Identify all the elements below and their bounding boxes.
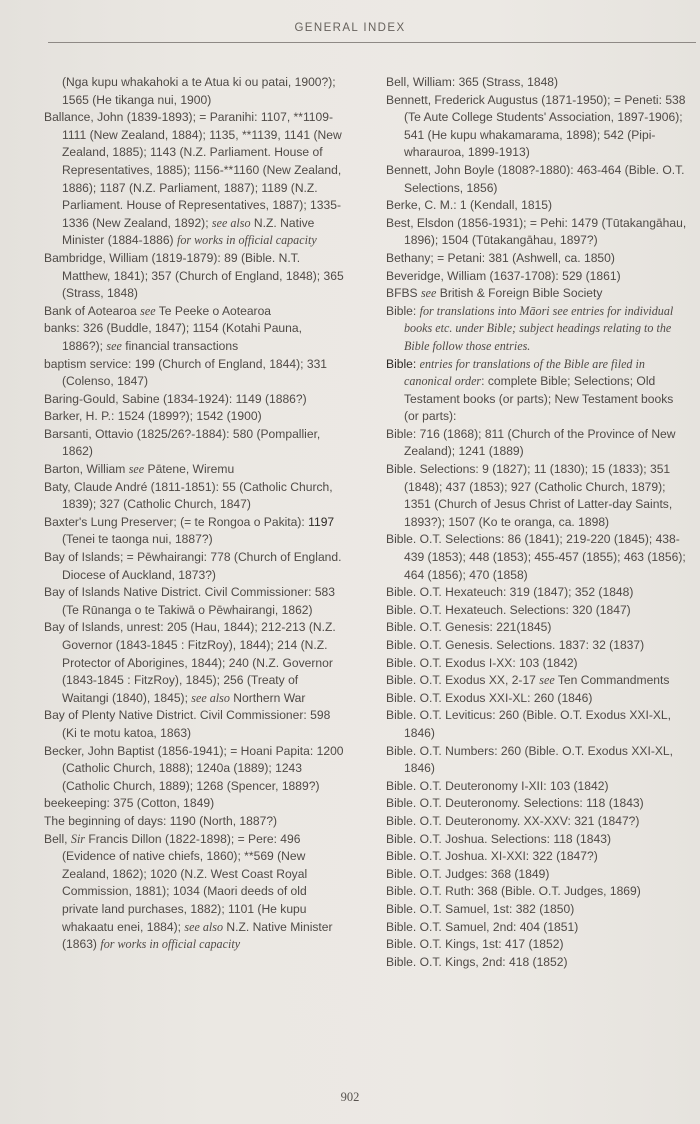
- entry-text: Barsanti, Ottavio (1825/26?-1884): 580 (Pompallier, 1862): [44, 426, 321, 459]
- entry-text: Bay of Plenty Native District. Civil Commissioner: 598 (Ki te motu katoa, 1863): [44, 708, 331, 740]
- entry-text: Bible. O.T. Numbers: 260 (Bible. O.T. Exodus XXI-XL, 1846): [386, 743, 674, 776]
- entry-text: Te Peeke o Aotearoa: [155, 303, 272, 318]
- index-entry: [386, 954, 691, 972]
- index-entry: [386, 936, 691, 954]
- index-entry: [44, 795, 344, 813]
- index-entry: [44, 391, 344, 409]
- entry-text: Pātene, Wiremu: [144, 462, 235, 477]
- entry-text: Bay of Islands, unrest: 205 (Hau, 1844); 212-213 (N.Z. Governor (1843-1845 : FitzRoy), 1844); 214 (N.Z. Protector of Aborigines, 1844); 240 (N.Z. Governor (1843-1845 : FitzRoy), 1845); 256 (Treaty of Waitangi (1840), 1845);: [44, 620, 336, 705]
- index-entry: [44, 549, 344, 584]
- entry-text: Bay of Islands Native District. Civil Commissioner: 583 (Te Rūnanga o te Takiwā o Pēwhairangi, 1862): [44, 585, 336, 617]
- entry-text: Bible. O.T. Joshua. XI-XXI: 322 (1847?): [386, 849, 598, 864]
- index-entry: [44, 320, 344, 355]
- entry-text: Bible. O.T. Judges: 368 (1849): [386, 866, 550, 881]
- index-entry: [386, 619, 691, 637]
- entry-text: Baring-Gould, Sabine (1834-1924): 1149 (1886?): [44, 391, 307, 406]
- entry-text: Ten Commandments: [554, 673, 670, 688]
- entry-text: Bible. O.T. Leviticus: 260 (Bible. O.T. Exodus XXI-XL, 1846): [386, 708, 671, 740]
- index-entry: [386, 602, 691, 620]
- entry-text: Bible:: [386, 303, 420, 318]
- entry-text: Beveridge, William (1637-1708): 529 (1861): [386, 268, 621, 283]
- index-entry: [44, 813, 344, 831]
- index-entry: [386, 461, 691, 531]
- index-entry: [386, 795, 691, 813]
- index-entry: [44, 584, 344, 619]
- entry-text: Bell, William: 365 (Strass, 1848): [386, 75, 559, 89]
- entry-text: Bible: 716 (1868); 811 (Church of the Province of New Zealand); 1241 (1889): [386, 426, 676, 459]
- index-entry: [386, 883, 691, 901]
- entry-text: Bible. O.T. Deuteronomy I-XII: 103 (1842): [386, 778, 609, 793]
- entry-text: Bible. O.T. Genesis: 221(1845): [386, 620, 552, 635]
- entry-italic-text: see: [539, 673, 555, 688]
- index-entry: [386, 74, 691, 92]
- entry-text: Bethany; = Petani: 381 (Ashwell, ca. 1850): [386, 250, 615, 265]
- entry-text: Bible. O.T. Hexateuch: 319 (1847); 352 (1848): [386, 585, 634, 600]
- entry-text: Baxter's Lung Preserver; (= te Rongoa o Pakita):: [44, 514, 309, 529]
- index-entry: [44, 479, 344, 514]
- page-number: 902: [340, 1090, 360, 1104]
- index-entry: [44, 109, 344, 250]
- entry-text: beekeeping: 375 (Cotton, 1849): [44, 796, 215, 811]
- entry-text: Ballance, John (1839-1893); = Paranihi: 1107, **1109-1111 (New Zealand, 1884); 1135, **1139, 1141 (New Zealand, 1885); 1143 (N.Z. Parliament. House of Representatives, 1885); 1156-**1160 (New Zealand, 1886); 1187 (N.Z. Parliament, 1887); 1189 (N.Z. Parliament. House of Representatives, 1887); 1335-1336 (New Zealand, 1892);: [44, 110, 342, 230]
- index-entry: [44, 831, 344, 954]
- entry-text: British & Foreign Bible Society: [436, 286, 603, 301]
- index-entry: [386, 268, 691, 286]
- entry-text: Bible. O.T. Exodus XXI-XL: 260 (1846): [386, 690, 593, 705]
- index-entry: [44, 514, 344, 549]
- index-entry: [386, 813, 691, 831]
- index-entry: [386, 672, 691, 690]
- entry-text: Bible. O.T. Ruth: 368 (Bible. O.T. Judges, 1869): [386, 884, 641, 899]
- entry-text: Bay of Islands; = Pēwhairangi: 778 (Church of England. Diocese of Auckland, 1873?): [44, 550, 342, 582]
- entry-text: Bible. O.T. Selections: 86 (1841); 219-220 (1845); 438-439 (1853); 448 (1853); 455-457 (1855); 463 (1856); 464 (1856); 470 (1858): [386, 532, 686, 582]
- index-entry: [44, 356, 344, 391]
- running-header: GENERAL INDEX: [294, 22, 406, 34]
- index-entry: [386, 743, 691, 778]
- index-entry: [386, 584, 691, 602]
- entry-italic-text: Sir: [70, 831, 86, 846]
- entry-italic-text: see also: [184, 919, 224, 934]
- entry-text: Bible. Selections: 9 (1827); 11 (1830); 15 (1833); 351 (1848); 437 (1853); 927 (Catholic Church, 1879); 1351 (Church of Jesus Christ of Latter-day Saints, 1893?); 1507 (Ko te oranga, ca. 1898): [386, 462, 673, 529]
- entry-text: Barker, H. P.: 1524 (1899?); 1542 (1900): [44, 409, 262, 424]
- index-entry: [386, 303, 691, 356]
- entry-text: Bible. O.T. Exodus I-XX: 103 (1842): [386, 655, 578, 670]
- index-entry: [386, 162, 691, 197]
- entry-text: baptism service: 199 (Church of England, 1844); 331 (Colenso, 1847): [44, 356, 328, 389]
- index-entry: [386, 215, 691, 250]
- entry-text: Bible. O.T. Deuteronomy. XX-XXV: 321 (1847?): [386, 813, 640, 828]
- entry-text: Bible. O.T. Deuteronomy. Selections: 118 (1843): [386, 796, 644, 811]
- entry-text: Francis Dillon (1822-1898); = Pere: 496 (Evidence of native chiefs, 1860); **569 (New Zealand, 1862); 1020 (N.Z. West Coast Royal Commission, 1881); 1034 (Maori deeds of old private land purchases, 1882); 1101 (He kupu whakaatu enei, 1884);: [62, 831, 308, 934]
- entry-text: Bambridge, William (1819-1879): 89 (Bible. N.T. Matthew, 1841); 357 (Church of England, 1848); 365 (Strass, 1848): [44, 250, 344, 301]
- index-entry: [44, 461, 344, 479]
- entry-text: Berke, C. M.: 1 (Kendall, 1815): [386, 198, 553, 213]
- entry-text: Becker, John Baptist (1856-1941); = Hoani Papita: 1200 (Catholic Church, 1888); 1240a (1889); 1243 (Catholic Church, 1889); 1268 (Spencer, 1889?): [44, 743, 344, 793]
- entry-text: Bible. O.T. Exodus XX, 2-17: [386, 673, 540, 688]
- index-entry: [386, 426, 691, 461]
- entry-text: Barton, William: [44, 462, 129, 477]
- entry-italic-text: see: [420, 286, 437, 301]
- index-entry: [44, 426, 344, 461]
- entry-italic-text: see also: [211, 215, 251, 230]
- entry-text: BFBS: [386, 286, 421, 301]
- entry-text: Bank of Aotearoa: [44, 303, 141, 318]
- index-entry: [44, 303, 344, 321]
- index-entry: [386, 637, 691, 655]
- index-entry: [386, 778, 691, 796]
- index-entry: [386, 197, 691, 215]
- entry-italic-text: for works in official capacity: [176, 233, 317, 248]
- entry-text: : complete Bible; Selections; Old Testament books (or parts); New Testament books (or parts):: [404, 374, 674, 424]
- index-entry: [386, 690, 691, 708]
- entry-text: financial transactions: [121, 338, 239, 353]
- index-entry: [386, 866, 691, 884]
- entry-text: Northern War: [229, 690, 306, 705]
- entry-text: Bible. O.T. Genesis. Selections. 1837: 32 (1837): [386, 638, 645, 652]
- index-entry: [386, 531, 691, 584]
- index-entry: [44, 250, 344, 303]
- index-entry: [386, 848, 691, 866]
- entry-text: Bennett, Frederick Augustus (1871-1950); = Peneti: 538 (Te Aute College Students' Association, 1897-1906); 541 (He kupu whakamarama, 1898); 542 (Pipi-wharauroa, 1899-1913): [386, 92, 686, 160]
- index-entry: [386, 655, 691, 673]
- entry-text: Bennett, John Boyle (1808?-1880): 463-464 (Bible. O.T. Selections, 1856): [386, 162, 685, 195]
- entry-italic-text: see: [140, 303, 156, 318]
- header-rule: [48, 42, 696, 43]
- entry-italic-text: see also: [191, 690, 230, 705]
- entry-italic-text: see: [106, 338, 122, 353]
- entry-text: Bible. O.T. Joshua. Selections: 118 (1843): [386, 831, 611, 846]
- entry-italic-text: for translations into Māori see entries for individual books etc. under Bible; subject headings relating to the Bible follow those entries.: [404, 303, 674, 353]
- entry-text: Best, Elsdon (1856-1931); = Pehi: 1479 (Tūtakangāhau, 1896); 1504 (Tūtakangāhau, 1897?): [386, 215, 687, 248]
- entry-text: Bible. O.T. Samuel, 1st: 382 (1850): [386, 901, 575, 916]
- entry-italic-text: entries for translations of the Bible are filed in canonical order: [404, 356, 645, 389]
- entry-text: N.Z. Native Minister (1884-1886): [62, 215, 315, 248]
- entry-text: Bible. O.T. Samuel, 2nd: 404 (1851): [386, 919, 579, 934]
- index-entry: [44, 74, 344, 109]
- entry-text: 1197: [308, 514, 335, 529]
- index-entry: [386, 831, 691, 849]
- entry-italic-text: for works in official capacity: [100, 937, 241, 952]
- entry-text: Bible:: [386, 356, 420, 371]
- index-entry: [386, 92, 691, 162]
- entry-text: Baty, Claude André (1811-1851): 55 (Catholic Church, 1839); 327 (Catholic Church, 1847): [44, 479, 333, 512]
- index-entry: [386, 901, 691, 919]
- entry-text: Bell,: [44, 831, 71, 846]
- index-entry: [386, 285, 691, 303]
- entry-text: N.Z. Native Minister (1863): [62, 919, 333, 952]
- entry-text: The beginning of days: 1190 (North, 1887?): [44, 813, 278, 828]
- index-entry: [44, 743, 344, 796]
- index-entry: [386, 356, 691, 426]
- index-column-left: [44, 74, 344, 954]
- entry-text: (Nga kupu whakahoki a te Atua ki ou patai, 1900?); 1565 (He tikanga nui, 1900): [62, 75, 336, 107]
- index-column-right: [386, 74, 691, 971]
- entry-text: banks: 326 (Buddle, 1847); 1154 (Kotahi Pauna, 1886?);: [44, 321, 302, 353]
- entry-text: Bible. O.T. Hexateuch. Selections: 320 (1847): [386, 602, 631, 617]
- entry-italic-text: see: [128, 462, 145, 477]
- index-entry: [386, 707, 691, 742]
- entry-text: (Tenei te taonga nui, 1887?): [62, 532, 213, 547]
- index-entry: [44, 619, 344, 707]
- index-entry: [44, 707, 344, 742]
- index-entry: [386, 250, 691, 268]
- entry-text: Bible. O.T. Kings, 2nd: 418 (1852): [386, 954, 568, 969]
- entry-text: Bible. O.T. Kings, 1st: 417 (1852): [386, 937, 564, 952]
- index-entry: [44, 408, 344, 426]
- index-entry: [386, 919, 691, 937]
